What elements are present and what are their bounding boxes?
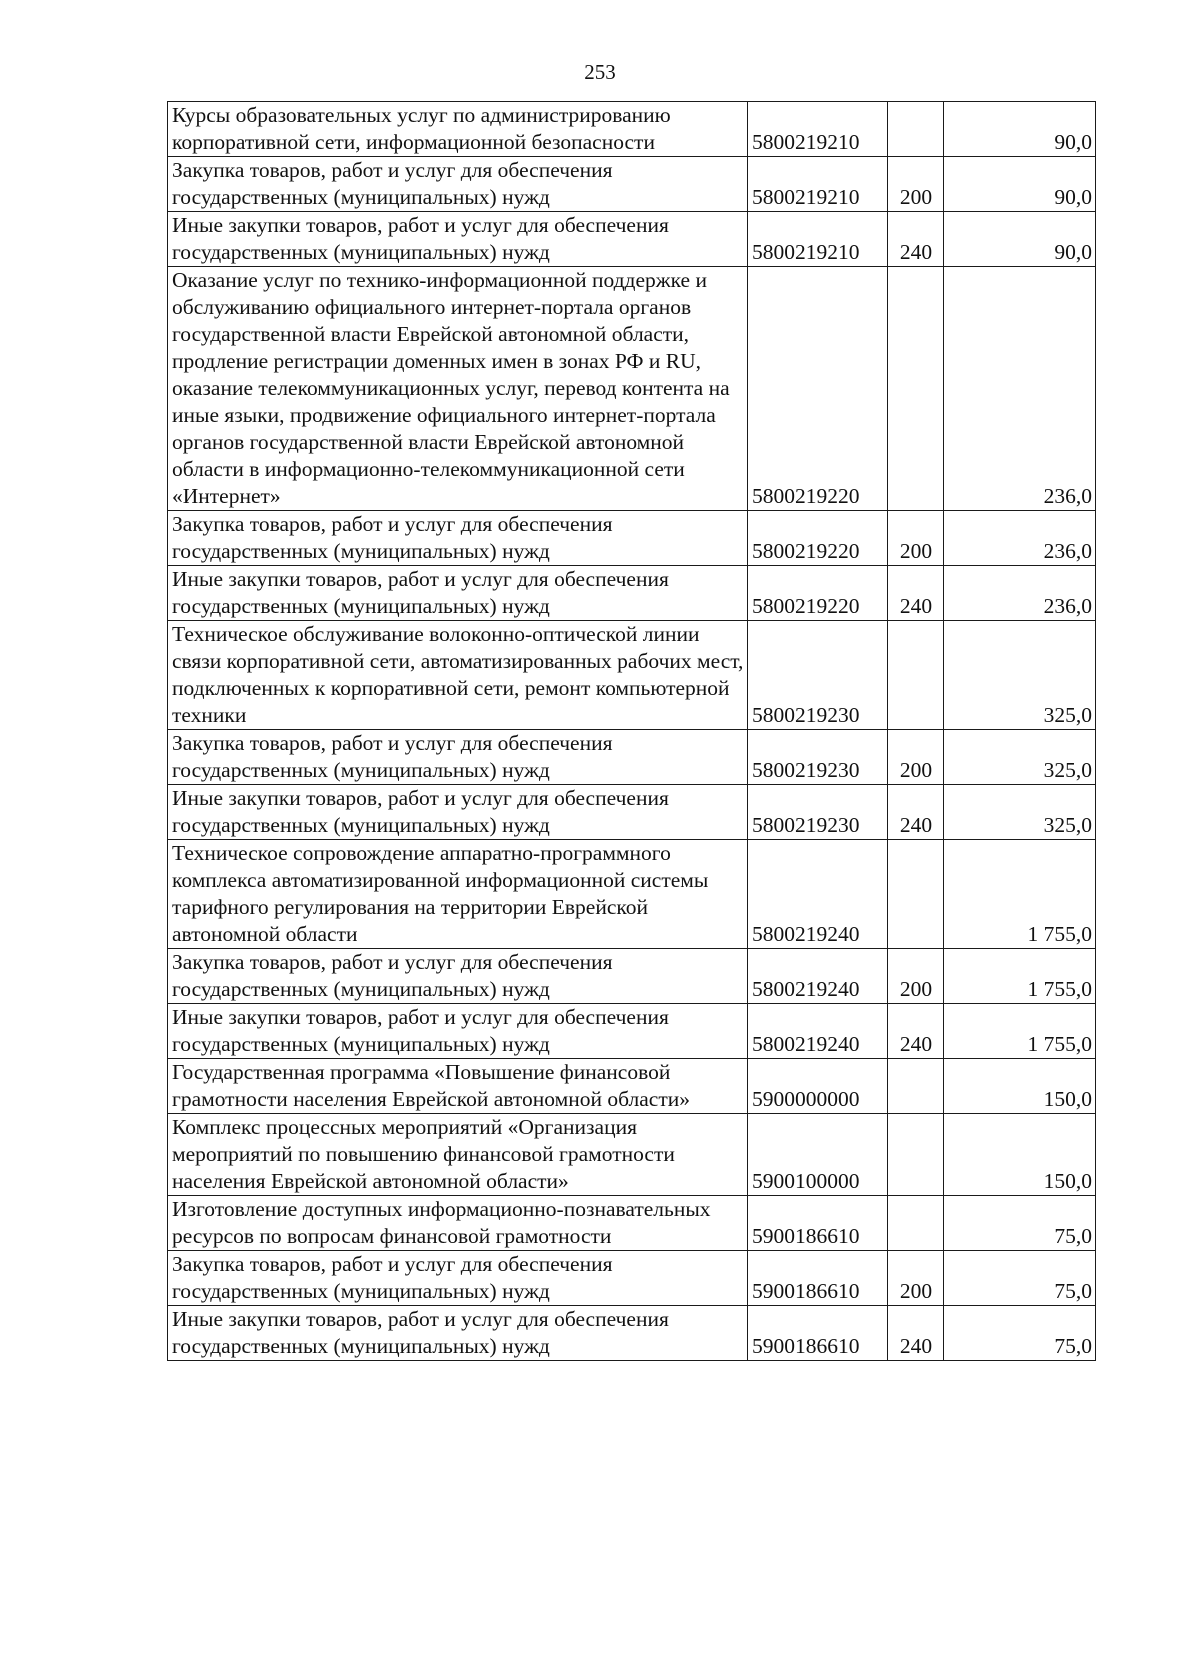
- table-row: [168, 840, 1096, 949]
- row-name: Иные закупки товаров, работ и услуг для обеспечения государственных (муниципальных) нужд: [168, 785, 748, 840]
- row-type: 240: [888, 785, 944, 840]
- row-type: 200: [888, 730, 944, 785]
- row-type: [888, 621, 944, 730]
- table-row: [168, 949, 1096, 1004]
- row-name: Изготовление доступных информационно-познавательных ресурсов по вопросам финансовой грамотности: [168, 1196, 748, 1251]
- table-row: [168, 1114, 1096, 1196]
- row-sum: 1 755,0: [944, 840, 1096, 949]
- row-name: Государственная программа «Повышение финансовой грамотности населения Еврейской автономной области»: [168, 1059, 748, 1114]
- row-sum: 150,0: [944, 1114, 1096, 1196]
- row-sum: 90,0: [944, 212, 1096, 267]
- table-row: [168, 1004, 1096, 1059]
- row-sum: 90,0: [944, 157, 1096, 212]
- table-row: [168, 212, 1096, 267]
- row-name: Техническое сопровождение аппаратно-программного комплекса автоматизированной информационной системы тарифного регулирования на территории Еврейской автономной области: [168, 840, 748, 949]
- row-code: 5800219240: [748, 840, 888, 949]
- row-name: Закупка товаров, работ и услуг для обеспечения государственных (муниципальных) нужд: [168, 949, 748, 1004]
- row-code: 5800219230: [748, 785, 888, 840]
- row-type: 200: [888, 949, 944, 1004]
- row-sum: 75,0: [944, 1306, 1096, 1361]
- row-type: 200: [888, 511, 944, 566]
- row-type: [888, 102, 944, 157]
- row-type: 240: [888, 566, 944, 621]
- table-row: [168, 1306, 1096, 1361]
- row-sum: 1 755,0: [944, 1004, 1096, 1059]
- table-row: [168, 621, 1096, 730]
- row-name: Иные закупки товаров, работ и услуг для обеспечения государственных (муниципальных) нужд: [168, 1306, 748, 1361]
- row-type: [888, 267, 944, 511]
- row-code: 5900186610: [748, 1196, 888, 1251]
- row-sum: 236,0: [944, 566, 1096, 621]
- row-name: Комплекс процессных мероприятий «Организация мероприятий по повышению финансовой грамотности населения Еврейской автономной области»: [168, 1114, 748, 1196]
- row-sum: 75,0: [944, 1251, 1096, 1306]
- row-code: 5800219210: [748, 157, 888, 212]
- row-type: [888, 1196, 944, 1251]
- page-number: 253: [584, 60, 616, 84]
- row-sum: 150,0: [944, 1059, 1096, 1114]
- row-name: Иные закупки товаров, работ и услуг для обеспечения государственных (муниципальных) нужд: [168, 1004, 748, 1059]
- row-sum: 236,0: [944, 511, 1096, 566]
- table-row: [168, 157, 1096, 212]
- row-sum: 236,0: [944, 267, 1096, 511]
- row-code: 5800219240: [748, 1004, 888, 1059]
- table-row: [168, 102, 1096, 157]
- row-name: Иные закупки товаров, работ и услуг для обеспечения государственных (муниципальных) нужд: [168, 566, 748, 621]
- row-type: [888, 840, 944, 949]
- table-row: [168, 566, 1096, 621]
- row-type: 200: [888, 157, 944, 212]
- row-type: 240: [888, 1306, 944, 1361]
- row-name: Закупка товаров, работ и услуг для обеспечения государственных (муниципальных) нужд: [168, 730, 748, 785]
- row-code: 5800219240: [748, 949, 888, 1004]
- row-type: 240: [888, 1004, 944, 1059]
- row-name: Закупка товаров, работ и услуг для обеспечения государственных (муниципальных) нужд: [168, 157, 748, 212]
- table-row: [168, 511, 1096, 566]
- row-sum: 325,0: [944, 730, 1096, 785]
- row-name: Техническое обслуживание волоконно-оптической линии связи корпоративной сети, автоматизированных рабочих мест, подключенных к корпоративной сети, ремонт компьютерной техники: [168, 621, 748, 730]
- row-code: 5800219210: [748, 102, 888, 157]
- row-type: [888, 1114, 944, 1196]
- row-code: 5800219210: [748, 212, 888, 267]
- row-code: 5800219230: [748, 621, 888, 730]
- row-name: Оказание услуг по технико-информационной поддержке и обслуживанию официального интернет-портала органов государственной власти Еврейской автономной области, продление регистрации доменных имен в зонах РФ и RU, оказание телекоммуникационных услуг, перевод контента на иные языки, продвижение официального интернет-портала органов государственной власти Еврейской автономной области в информационно-телекоммуникационной сети «Интернет»: [168, 267, 748, 511]
- table-row: [168, 1059, 1096, 1114]
- row-type: 240: [888, 212, 944, 267]
- table-row: [168, 1196, 1096, 1251]
- row-type: 200: [888, 1251, 944, 1306]
- row-name: Закупка товаров, работ и услуг для обеспечения государственных (муниципальных) нужд: [168, 511, 748, 566]
- row-code: 5900186610: [748, 1306, 888, 1361]
- row-name: Иные закупки товаров, работ и услуг для обеспечения государственных (муниципальных) нужд: [168, 212, 748, 267]
- table-row: [168, 267, 1096, 511]
- table-row: [168, 1251, 1096, 1306]
- row-sum: 90,0: [944, 102, 1096, 157]
- row-code: 5800219220: [748, 566, 888, 621]
- table-row: [168, 785, 1096, 840]
- row-type: [888, 1059, 944, 1114]
- row-sum: 75,0: [944, 1196, 1096, 1251]
- row-code: 5800219230: [748, 730, 888, 785]
- row-name: Закупка товаров, работ и услуг для обеспечения государственных (муниципальных) нужд: [168, 1251, 748, 1306]
- table-row: [168, 730, 1096, 785]
- budget-table: [167, 101, 1096, 1361]
- row-code: 5800219220: [748, 511, 888, 566]
- row-sum: 325,0: [944, 785, 1096, 840]
- row-code: 5900000000: [748, 1059, 888, 1114]
- row-sum: 325,0: [944, 621, 1096, 730]
- row-code: 5800219220: [748, 267, 888, 511]
- row-code: 5900186610: [748, 1251, 888, 1306]
- row-sum: 1 755,0: [944, 949, 1096, 1004]
- budget-table-body: [168, 102, 1096, 1361]
- row-name: Курсы образовательных услуг по администрированию корпоративной сети, информационной безопасности: [168, 102, 748, 157]
- row-code: 5900100000: [748, 1114, 888, 1196]
